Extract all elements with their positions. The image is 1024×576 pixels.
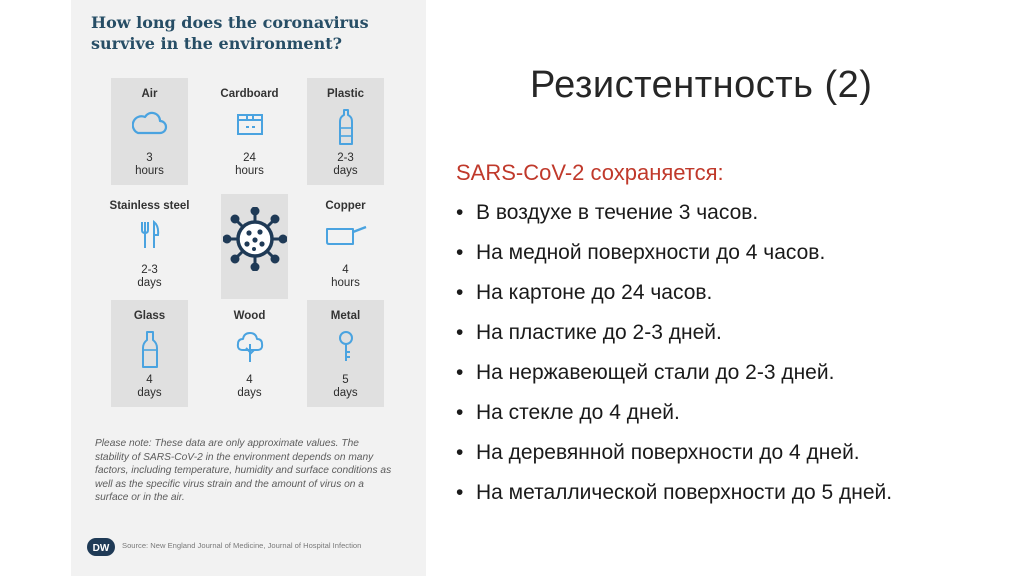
survival-time: 24 hours: [235, 152, 264, 177]
cardboard-box-icon: [232, 108, 268, 143]
list-item: • На картоне до 24 часов.: [456, 279, 976, 307]
survival-time: 4 hours: [331, 264, 360, 289]
bullet: •: [456, 281, 464, 304]
infographic-panel: [71, 0, 426, 576]
bullet: •: [456, 361, 464, 384]
material-label: Cardboard: [220, 88, 279, 100]
list-item: • На деревянной поверхности до 4 дней.: [456, 439, 976, 467]
list-item: • На нержавеющей стали до 2-3 дней.: [456, 359, 976, 387]
bullet: •: [456, 441, 464, 464]
dw-logo-icon: [87, 538, 115, 561]
tree-icon: [235, 330, 265, 369]
slide-title: Резистентность (2): [530, 64, 873, 106]
list-item: • На пластике до 2-3 дней.: [456, 319, 976, 347]
section-heading: SARS-CoV-2 сохраняется:: [456, 160, 724, 185]
survival-time: 4 days: [137, 374, 162, 399]
fork-knife-icon: [139, 220, 161, 255]
material-label: Glass: [133, 310, 166, 322]
material-label: Wood: [233, 310, 266, 322]
survival-time: 2-3 days: [333, 152, 358, 177]
list-item: • На металлической поверхности до 5 дней.: [456, 479, 976, 507]
material-label: Stainless steel: [109, 200, 190, 212]
material-label: Copper: [325, 200, 366, 212]
bullet: •: [456, 241, 464, 264]
survival-time: 3 hours: [135, 152, 164, 177]
source-text: Source: New England Journal of Medicine, Journal of Hospital Infection: [122, 541, 362, 550]
survival-time: 4 days: [237, 374, 262, 399]
material-cell-cardboard: [211, 78, 288, 185]
material-label: Air: [141, 88, 158, 100]
list-item: • На медной поверхности до 4 часов.: [456, 239, 976, 267]
key-icon: [336, 330, 356, 369]
virus-cell: [221, 194, 288, 299]
list-item: • В воздухе в течение 3 часов.: [456, 199, 976, 227]
facts-list: [456, 199, 976, 519]
material-cell-metal: [307, 300, 384, 407]
bullet: •: [456, 321, 464, 344]
material-cell-stainless-steel: [111, 190, 188, 297]
material-cell-plastic: [307, 78, 384, 185]
bullet: •: [456, 401, 464, 424]
infographic-title: How long does the coronavirus survive in the environment?: [91, 13, 369, 53]
material-cell-wood: [211, 300, 288, 407]
cloud-icon: [132, 108, 168, 143]
plastic-bottle-icon: [336, 108, 356, 153]
survival-time: 5 days: [333, 374, 358, 399]
material-label: Metal: [330, 310, 361, 322]
copper-pan-icon: [324, 220, 368, 255]
bullet: •: [456, 481, 464, 504]
material-label: Plastic: [326, 88, 365, 100]
bullet: •: [456, 201, 464, 224]
material-cell-air: [111, 78, 188, 185]
material-cell-glass: [111, 300, 188, 407]
glass-bottle-icon: [140, 330, 160, 375]
material-cell-copper: [307, 190, 384, 297]
list-item: • На стекле до 4 дней.: [456, 399, 976, 427]
disclaimer-note: Please note: These data are only approximate values. The stability of SARS-CoV-2 in the environment depends on many factors, including temperature, humidity and surface conditions as well as the specific virus strain and the amount of virus on a surface or in the air.: [95, 438, 392, 504]
survival-time: 2-3 days: [137, 264, 162, 289]
coronavirus-icon: [223, 207, 287, 271]
dw-logo-text: DW: [92, 543, 110, 554]
